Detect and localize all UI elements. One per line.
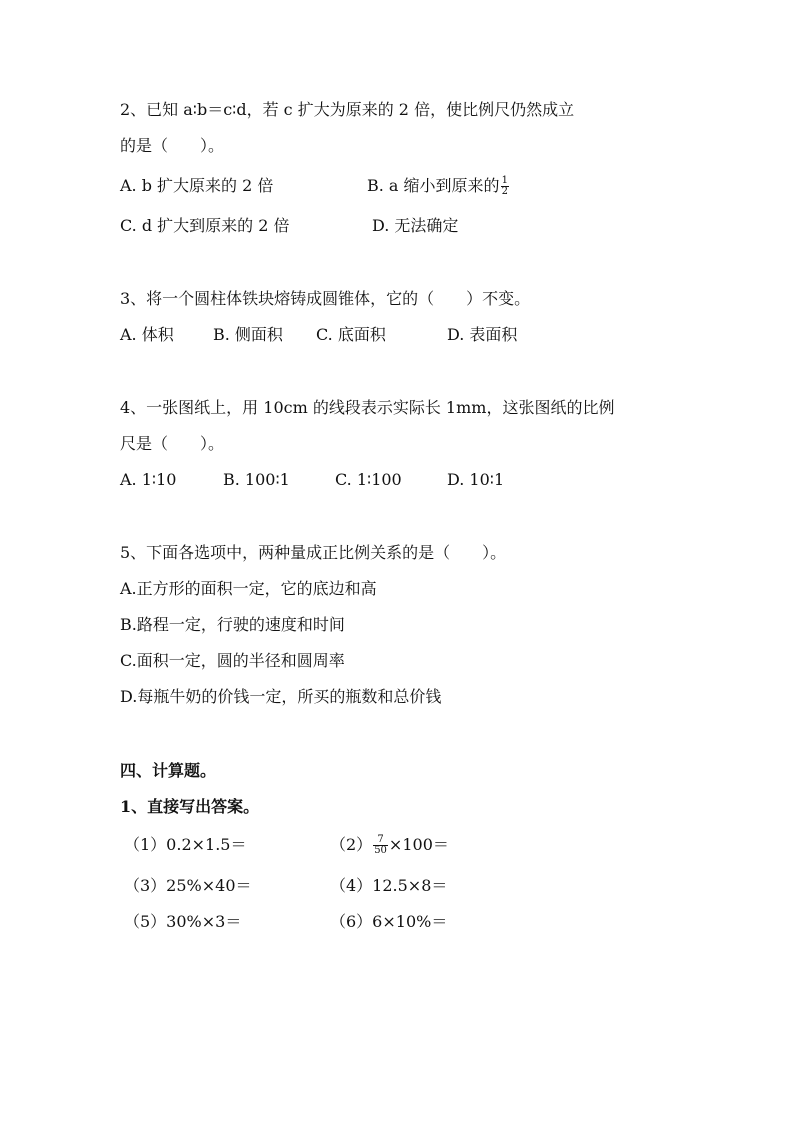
q2-stem-line1: 2、已知 a∶b＝c∶d，若 c 扩大为原来的 2 倍，使比例尺仍然成立 xyxy=(120,100,575,119)
q2-option-b-text: B. a 缩小到原来的 xyxy=(367,176,500,195)
calc-item-4: （4）12.5×8＝ xyxy=(330,876,448,895)
fraction-numerator: 7 xyxy=(373,835,388,846)
q2-option-d: D. 无法确定 xyxy=(372,216,459,235)
fraction-one-half xyxy=(501,176,509,197)
q4-stem-line2: 尺是（ ）。 xyxy=(120,434,225,453)
q3-option-b: B. 侧面积 xyxy=(213,325,283,344)
calc-item-2-suffix: ×100＝ xyxy=(388,835,449,854)
calc-item-3: （3）25%×40＝ xyxy=(124,876,252,895)
calc-item-2 xyxy=(330,834,449,856)
fraction-denominator: 2 xyxy=(501,186,508,197)
q5-option-d: D.每瓶牛奶的价钱一定，所买的瓶数和总价钱 xyxy=(120,687,442,706)
q3-option-a: A. 体积 xyxy=(120,325,174,344)
q5-option-a: A.正方形的面积一定，它的底边和高 xyxy=(120,579,377,598)
calc-item-6: （6）6×10%＝ xyxy=(330,912,448,931)
q3-option-c: C. 底面积 xyxy=(316,325,386,344)
q5-option-b: B.路程一定，行驶的速度和时间 xyxy=(120,615,345,634)
q2-option-c: C. d 扩大到原来的 2 倍 xyxy=(120,216,290,235)
q4-option-d: D. 10∶1 xyxy=(447,470,505,489)
q3-stem: 3、将一个圆柱体铁块熔铸成圆锥体，它的（ ）不变。 xyxy=(120,289,531,308)
calc-item-2-prefix: （2） xyxy=(330,835,373,854)
q2-stem-line2: 的是（ ）。 xyxy=(120,136,225,155)
q2-option-b xyxy=(367,175,510,197)
q4-option-b: B. 100∶1 xyxy=(223,470,290,489)
subsection-title: 1、直接写出答案。 xyxy=(120,797,260,816)
calc-item-1: （1）0.2×1.5＝ xyxy=(124,835,247,854)
q3-option-d: D. 表面积 xyxy=(447,325,518,344)
q5-stem: 5、下面各选项中，两种量成正比例关系的是（ ）。 xyxy=(120,543,507,562)
q2-option-a: A. b 扩大原来的 2 倍 xyxy=(120,176,274,195)
fraction-numerator: 1 xyxy=(501,175,508,186)
q4-option-c: C. 1∶100 xyxy=(335,470,402,489)
q5-option-c: C.面积一定，圆的半径和圆周率 xyxy=(120,651,345,670)
calc-item-5: （5）30%×3＝ xyxy=(124,912,242,931)
section-title: 四、计算题。 xyxy=(120,761,217,780)
fraction-seven-fiftieths xyxy=(373,835,388,856)
q4-option-a: A. 1∶10 xyxy=(120,470,177,489)
q4-stem-line1: 4、一张图纸上，用 10cm 的线段表示实际长 1mm，这张图纸的比例 xyxy=(120,398,615,417)
fraction-denominator: 50 xyxy=(374,845,387,856)
